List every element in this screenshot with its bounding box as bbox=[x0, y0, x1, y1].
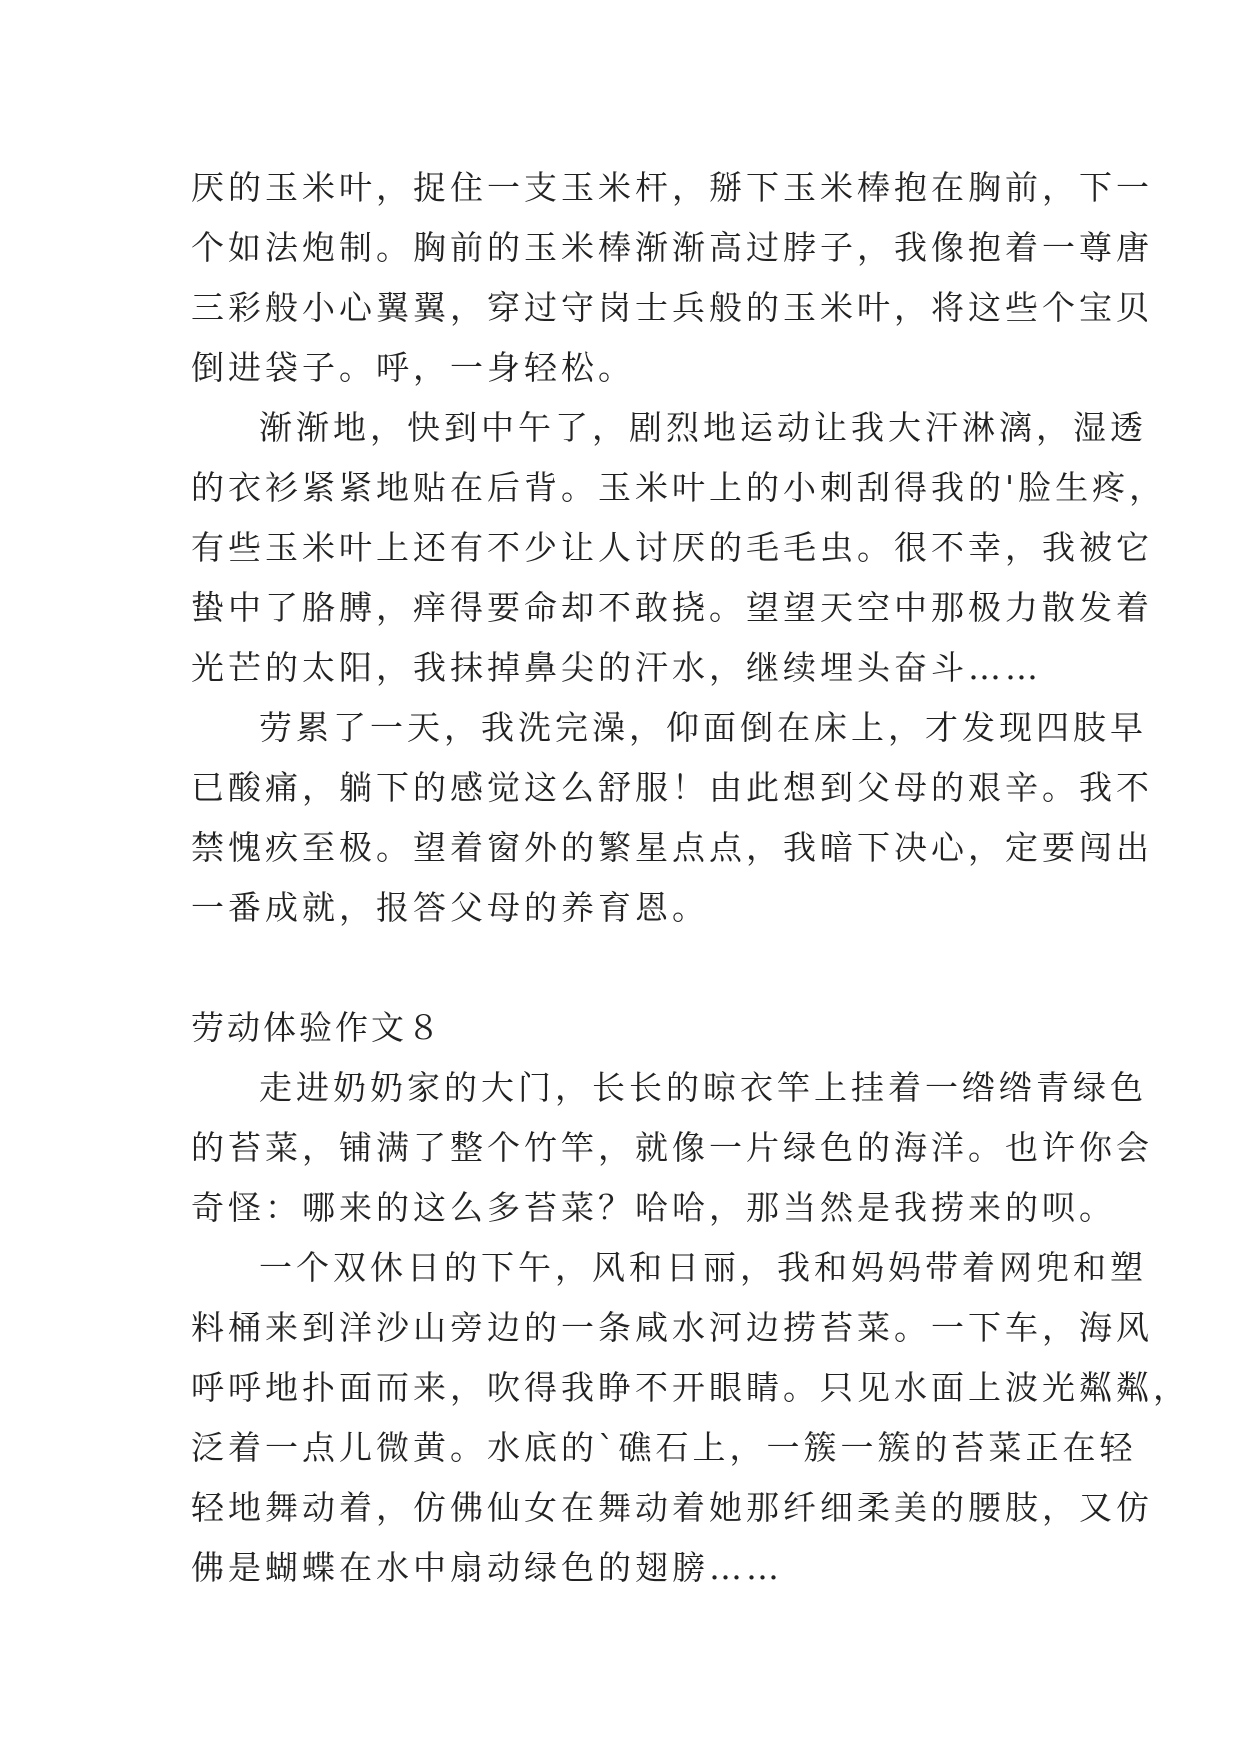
text-line: 三彩般小心翼翼，穿过守岗士兵般的玉米叶，将这些个宝贝 bbox=[191, 288, 1153, 327]
text-line: 倒进袋子。呼，一身轻松。 bbox=[191, 348, 635, 387]
text-line: 的衣衫紧紧地贴在后背。玉米叶上的小刺刮得我的'脸生疼， bbox=[191, 468, 1167, 507]
text-line: 已酸痛，躺下的感觉这么舒服！由此想到父母的艰辛。我不 bbox=[191, 768, 1153, 807]
text-line: 禁愧疚至极。望着窗外的繁星点点，我暗下决心，定要闯出 bbox=[191, 828, 1153, 867]
text-line: 有些玉米叶上还有不少让人讨厌的毛毛虫。很不幸，我被它 bbox=[191, 528, 1153, 567]
text-line: 一番成就，报答父母的养育恩。 bbox=[191, 888, 709, 927]
paragraph bbox=[191, 398, 1167, 698]
text-line: 走进奶奶家的大门，长长的晾衣竿上挂着一绺绺青绿色 bbox=[259, 1068, 1147, 1107]
text-line: 奇怪：哪来的这么多苔菜？哈哈，那当然是我捞来的呗。 bbox=[191, 1188, 1116, 1227]
section-heading: 劳动体验作文８ bbox=[191, 1008, 443, 1047]
document-body bbox=[191, 158, 1190, 1598]
paragraph bbox=[191, 1058, 1153, 1238]
paragraph bbox=[191, 698, 1153, 938]
text-line: 劳累了一天，我洗完澡，仰面倒在床上，才发现四肢早 bbox=[259, 708, 1147, 747]
text-line: 渐渐地，快到中午了，剧烈地运动让我大汗淋漓，湿透 bbox=[259, 408, 1147, 447]
paragraph bbox=[191, 1238, 1190, 1598]
text-line: 一个双休日的下午，风和日丽，我和妈妈带着网兜和塑 bbox=[259, 1248, 1147, 1287]
text-line: 的苔菜，铺满了整个竹竿，就像一片绿色的海洋。也许你会 bbox=[191, 1128, 1153, 1167]
text-line: 泛着一点儿微黄。水底的`礁石上，一簇一簇的苔菜正在轻 bbox=[191, 1428, 1137, 1467]
text-line: 厌的玉米叶，捉住一支玉米杆，掰下玉米棒抱在胸前，下一 bbox=[191, 168, 1153, 207]
text-line: 个如法炮制。胸前的玉米棒渐渐高过脖子，我像抱着一尊唐 bbox=[191, 228, 1153, 267]
text-line: 轻地舞动着，仿佛仙女在舞动着她那纤细柔美的腰肢，又仿 bbox=[191, 1488, 1153, 1527]
text-line: 佛是蝴蝶在水中扇动绿色的翅膀…… bbox=[191, 1548, 783, 1587]
text-line: 料桶来到洋沙山旁边的一条咸水河边捞苔菜。一下车，海风 bbox=[191, 1308, 1153, 1347]
text-line: 呼呼地扑面而来，吹得我睁不开眼睛。只见水面上波光粼粼， bbox=[191, 1368, 1190, 1407]
text-line: 蛰中了胳膊，痒得要命却不敢挠。望望天空中那极力散发着 bbox=[191, 588, 1153, 627]
paragraph-continuation bbox=[191, 158, 1153, 398]
text-line: 光芒的太阳，我抹掉鼻尖的汗水，继续埋头奋斗…… bbox=[191, 648, 1042, 687]
